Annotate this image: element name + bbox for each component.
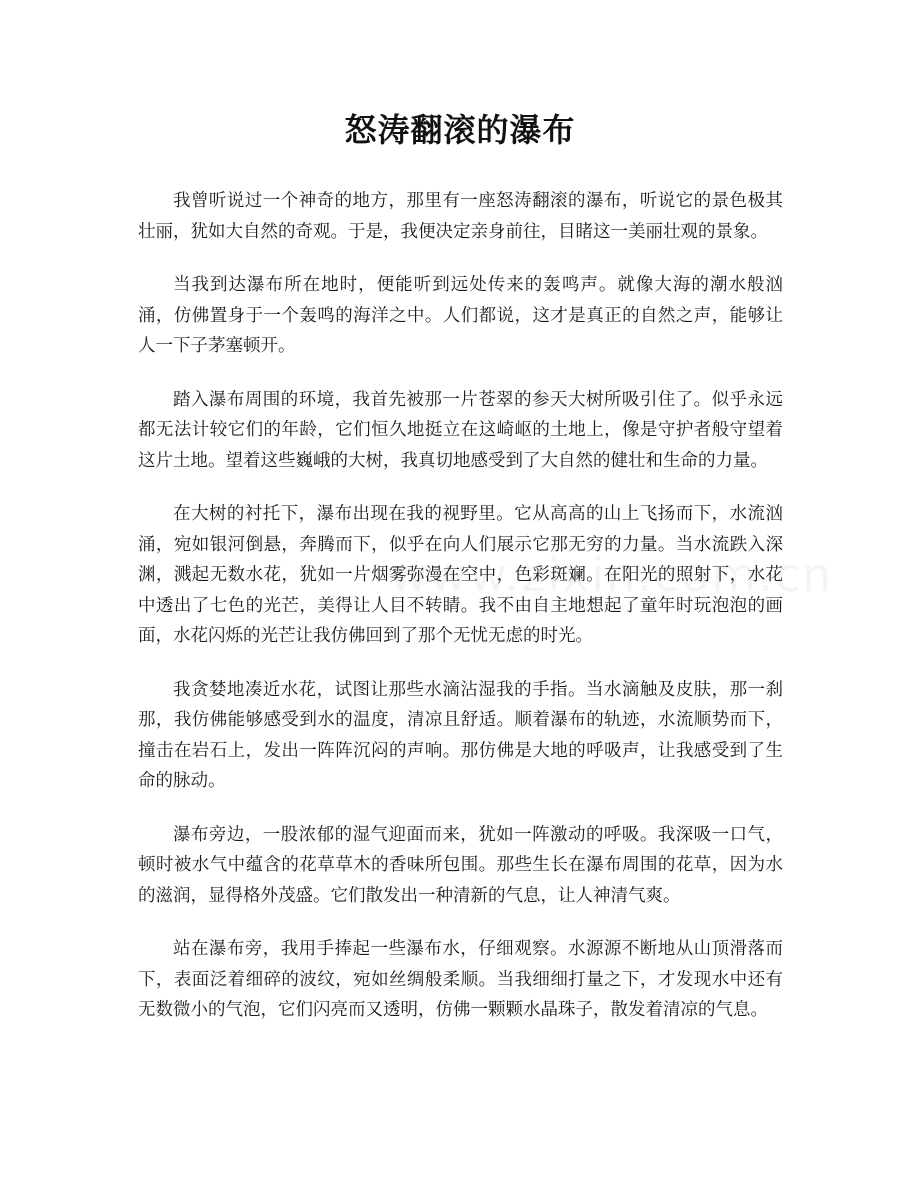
paragraph: 当我到达瀑布所在地时，便能听到远处传来的轰鸣声。就像大海的潮水般汹涌，仿佛置身于一个轰鸣的海洋之中。人们都说，这才是真正的自然之声，能够让人一下子茅塞顿开。 (138, 275, 783, 356)
paragraph: 我贪婪地凑近水花，试图让那些水滴沾湿我的手指。当水滴触及皮肤，那一刹那，我仿佛能够感受到水的温度，清凉且舒适。顺着瀑布的轨迹，水流顺势而下，撞击在岩石上，发出一阵阵沉闷的声响。那仿佛是大地的呼吸声，让我感受到了生命的脉动。 (138, 679, 783, 791)
paragraph: 踏入瀑布周围的环境，我首先被那一片苍翠的参天大树所吸引住了。似乎永远都无法计较它们的年龄，它们恒久地挺立在这崎岖的土地上，像是守护者般守望着这片土地。望着这些巍峨的大树，我真切地感受到了大自然的健壮和生命的力量。 (138, 389, 783, 471)
document-title: 怒涛翻滚的瀑布 (344, 111, 576, 149)
paragraph: 站在瀑布旁，我用手捧起一些瀑布水，仔细观察。水源源不断地从山顶滑落而下，表面泛着细碎的波纹，宛如丝绸般柔顺。当我细细打量之下，才发现水中还有无数微小的气泡，它们闪亮而又透明，仿佛一颗颗水晶珠子，散发着清凉的气息。 (138, 939, 783, 1020)
paragraph: 瀑布旁边，一股浓郁的湿气迎面而来，犹如一阵激动的呼吸。我深吸一口气，顿时被水气中蕴含的花草草木的香味所包围。那些生长在瀑布周围的花草，因为水的滋润，显得格外茂盛。它们散发出一种清新的气息，让人神清气爽。 (138, 824, 783, 906)
document-body (138, 186, 783, 1049)
paragraph: 我曾听说过一个神奇的地方，那里有一座怒涛翻滚的瀑布，听说它的景色极其壮丽，犹如大自然的奇观。于是，我便决定亲身前往，目睹这一美丽壮观的景象。 (138, 191, 783, 242)
paragraph: 在大树的衬托下，瀑布出现在我的视野里。它从高高的山上飞扬而下，水流汹涌，宛如银河倒悬，奔腾而下，似乎在向人们展示它那无穷的力量。当水流跌入深渊，溅起无数水花，犹如一片烟雾弥漫在空中，色彩斑斓。在阳光的照射下，水花中透出了七色的光芒，美得让人目不转睛。我不由自主地想起了童年时玩泡泡的画面，水花闪烁的光芒让我仿佛回到了那个无忧无虑的时光。 (138, 504, 783, 646)
